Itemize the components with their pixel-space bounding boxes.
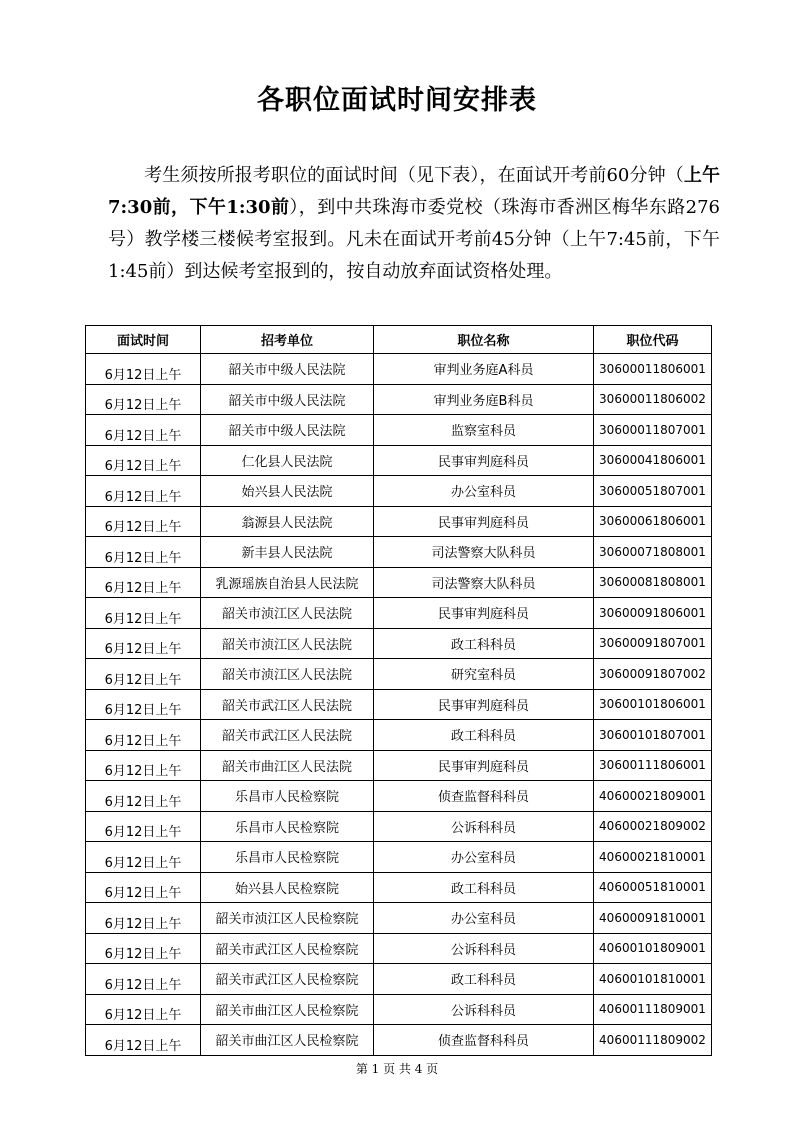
table-row xyxy=(86,964,712,995)
intro-text-2: ），到中共珠海市委党校（珠海市香洲区梅华东路276号）教学楼三楼候考室报到。凡未在面试开考前45分钟（上午7:45前，下午1:45前）到达候考室报到的，按自动放弃面试资格处理。 xyxy=(108,197,721,282)
page-title: 各职位面试时间安排表 xyxy=(257,85,537,116)
cell-code: 40600021809002 xyxy=(594,811,712,842)
cell-position: 审判业务庭A科员 xyxy=(374,354,594,385)
cell-code: 40600111809001 xyxy=(594,994,712,1025)
cell-unit: 韶关市浈江区人民法院 xyxy=(201,628,374,659)
cell-time: 6月12日上午 xyxy=(86,872,201,903)
cell-position: 公诉科科员 xyxy=(374,811,594,842)
cell-time: 6月12日上午 xyxy=(86,750,201,781)
cell-code: 30600091807001 xyxy=(594,628,712,659)
cell-code: 30600091806001 xyxy=(594,598,712,629)
table-row xyxy=(86,506,712,537)
cell-position: 侦查监督科科员 xyxy=(374,781,594,812)
cell-position: 政工科科员 xyxy=(374,872,594,903)
cell-time: 6月12日上午 xyxy=(86,537,201,568)
cell-code: 30600101806001 xyxy=(594,689,712,720)
cell-time: 6月12日上午 xyxy=(86,720,201,751)
cell-unit: 始兴县人民法院 xyxy=(201,476,374,507)
cell-position: 公诉科科员 xyxy=(374,933,594,964)
cell-unit: 新丰县人民法院 xyxy=(201,537,374,568)
cell-unit: 乐昌市人民检察院 xyxy=(201,781,374,812)
table-row xyxy=(86,903,712,934)
cell-code: 30600061806001 xyxy=(594,506,712,537)
cell-time: 6月12日上午 xyxy=(86,476,201,507)
cell-code: 30600111806001 xyxy=(594,750,712,781)
cell-time: 6月12日上午 xyxy=(86,506,201,537)
cell-code: 40600091810001 xyxy=(594,903,712,934)
table-row xyxy=(86,659,712,690)
table-row xyxy=(86,720,712,751)
cell-code: 30600091807002 xyxy=(594,659,712,690)
cell-position: 司法警察大队科员 xyxy=(374,537,594,568)
cell-position: 政工科科员 xyxy=(374,720,594,751)
cell-time: 6月12日上午 xyxy=(86,964,201,995)
cell-position: 办公室科员 xyxy=(374,476,594,507)
header-position: 职位名称 xyxy=(374,326,594,354)
cell-unit: 韶关市武江区人民法院 xyxy=(201,720,374,751)
intro-text-1: 考生须按所报考职位的面试时间（见下表），在面试开考前60分钟（ xyxy=(144,165,684,186)
cell-position: 监察室科员 xyxy=(374,415,594,446)
table-row xyxy=(86,689,712,720)
table-row xyxy=(86,354,712,385)
cell-time: 6月12日上午 xyxy=(86,994,201,1025)
cell-time: 6月12日上午 xyxy=(86,567,201,598)
cell-unit: 乐昌市人民检察院 xyxy=(201,811,374,842)
cell-unit: 韶关市武江区人民检察院 xyxy=(201,964,374,995)
table-row xyxy=(86,384,712,415)
cell-code: 30600011806001 xyxy=(594,354,712,385)
table-row xyxy=(86,781,712,812)
cell-position: 侦查监督科科员 xyxy=(374,1025,594,1056)
cell-code: 40600051810001 xyxy=(594,872,712,903)
header-time: 面试时间 xyxy=(86,326,201,354)
table-header-row xyxy=(86,326,712,354)
table-row xyxy=(86,628,712,659)
schedule-table xyxy=(85,325,712,1056)
cell-time: 6月12日上午 xyxy=(86,781,201,812)
table-row xyxy=(86,1025,712,1056)
cell-code: 30600011806002 xyxy=(594,384,712,415)
table-row xyxy=(86,445,712,476)
cell-time: 6月12日上午 xyxy=(86,598,201,629)
intro-paragraph xyxy=(108,160,720,288)
table-body xyxy=(86,354,712,1056)
cell-time: 6月12日上午 xyxy=(86,628,201,659)
cell-code: 40600111809002 xyxy=(594,1025,712,1056)
cell-position: 办公室科员 xyxy=(374,842,594,873)
cell-time: 6月12日上午 xyxy=(86,689,201,720)
cell-time: 6月12日上午 xyxy=(86,842,201,873)
cell-position: 政工科科员 xyxy=(374,628,594,659)
cell-code: 30600051807001 xyxy=(594,476,712,507)
cell-code: 30600081808001 xyxy=(594,567,712,598)
cell-position: 民事审判庭科员 xyxy=(374,598,594,629)
cell-time: 6月12日上午 xyxy=(86,415,201,446)
table-row xyxy=(86,750,712,781)
cell-time: 6月12日上午 xyxy=(86,659,201,690)
cell-code: 30600071808001 xyxy=(594,537,712,568)
cell-position: 民事审判庭科员 xyxy=(374,445,594,476)
cell-unit: 韶关市浈江区人民法院 xyxy=(201,659,374,690)
table-row xyxy=(86,842,712,873)
table-row xyxy=(86,537,712,568)
cell-position: 办公室科员 xyxy=(374,903,594,934)
table-row xyxy=(86,872,712,903)
cell-unit: 韶关市武江区人民法院 xyxy=(201,689,374,720)
page-footer: 第 1 页 共 4 页 xyxy=(355,1062,439,1076)
cell-position: 研究室科员 xyxy=(374,659,594,690)
cell-unit: 韶关市曲江区人民法院 xyxy=(201,750,374,781)
table-row xyxy=(86,567,712,598)
cell-code: 40600101809001 xyxy=(594,933,712,964)
intro-bold-times: 上午7:30前，下午1:30前 xyxy=(108,165,721,218)
cell-unit: 韶关市中级人民法院 xyxy=(201,384,374,415)
cell-unit: 韶关市曲江区人民检察院 xyxy=(201,1025,374,1056)
cell-unit: 乐昌市人民检察院 xyxy=(201,842,374,873)
cell-time: 6月12日上午 xyxy=(86,1025,201,1056)
cell-code: 30600101807001 xyxy=(594,720,712,751)
cell-unit: 韶关市浈江区人民法院 xyxy=(201,598,374,629)
cell-unit: 仁化县人民法院 xyxy=(201,445,374,476)
table-row xyxy=(86,811,712,842)
cell-time: 6月12日上午 xyxy=(86,811,201,842)
cell-position: 司法警察大队科员 xyxy=(374,567,594,598)
cell-unit: 乳源瑶族自治县人民法院 xyxy=(201,567,374,598)
table-row xyxy=(86,933,712,964)
cell-unit: 翁源县人民法院 xyxy=(201,506,374,537)
cell-position: 审判业务庭B科员 xyxy=(374,384,594,415)
cell-time: 6月12日上午 xyxy=(86,384,201,415)
header-code: 职位代码 xyxy=(594,326,712,354)
table-row xyxy=(86,476,712,507)
cell-time: 6月12日上午 xyxy=(86,445,201,476)
cell-code: 40600021809001 xyxy=(594,781,712,812)
cell-code: 40600101810001 xyxy=(594,964,712,995)
header-unit: 招考单位 xyxy=(201,326,374,354)
cell-unit: 韶关市曲江区人民检察院 xyxy=(201,994,374,1025)
cell-unit: 韶关市中级人民法院 xyxy=(201,354,374,385)
table-row xyxy=(86,598,712,629)
table-row xyxy=(86,415,712,446)
cell-time: 6月12日上午 xyxy=(86,903,201,934)
cell-time: 6月12日上午 xyxy=(86,933,201,964)
cell-unit: 始兴县人民检察院 xyxy=(201,872,374,903)
cell-time: 6月12日上午 xyxy=(86,354,201,385)
cell-code: 30600011807001 xyxy=(594,415,712,446)
cell-position: 政工科科员 xyxy=(374,964,594,995)
cell-position: 民事审判庭科员 xyxy=(374,689,594,720)
cell-unit: 韶关市中级人民法院 xyxy=(201,415,374,446)
cell-unit: 韶关市武江区人民检察院 xyxy=(201,933,374,964)
cell-code: 30600041806001 xyxy=(594,445,712,476)
table-row xyxy=(86,994,712,1025)
cell-position: 民事审判庭科员 xyxy=(374,506,594,537)
cell-position: 民事审判庭科员 xyxy=(374,750,594,781)
cell-unit: 韶关市浈江区人民检察院 xyxy=(201,903,374,934)
cell-position: 公诉科科员 xyxy=(374,994,594,1025)
cell-code: 40600021810001 xyxy=(594,842,712,873)
